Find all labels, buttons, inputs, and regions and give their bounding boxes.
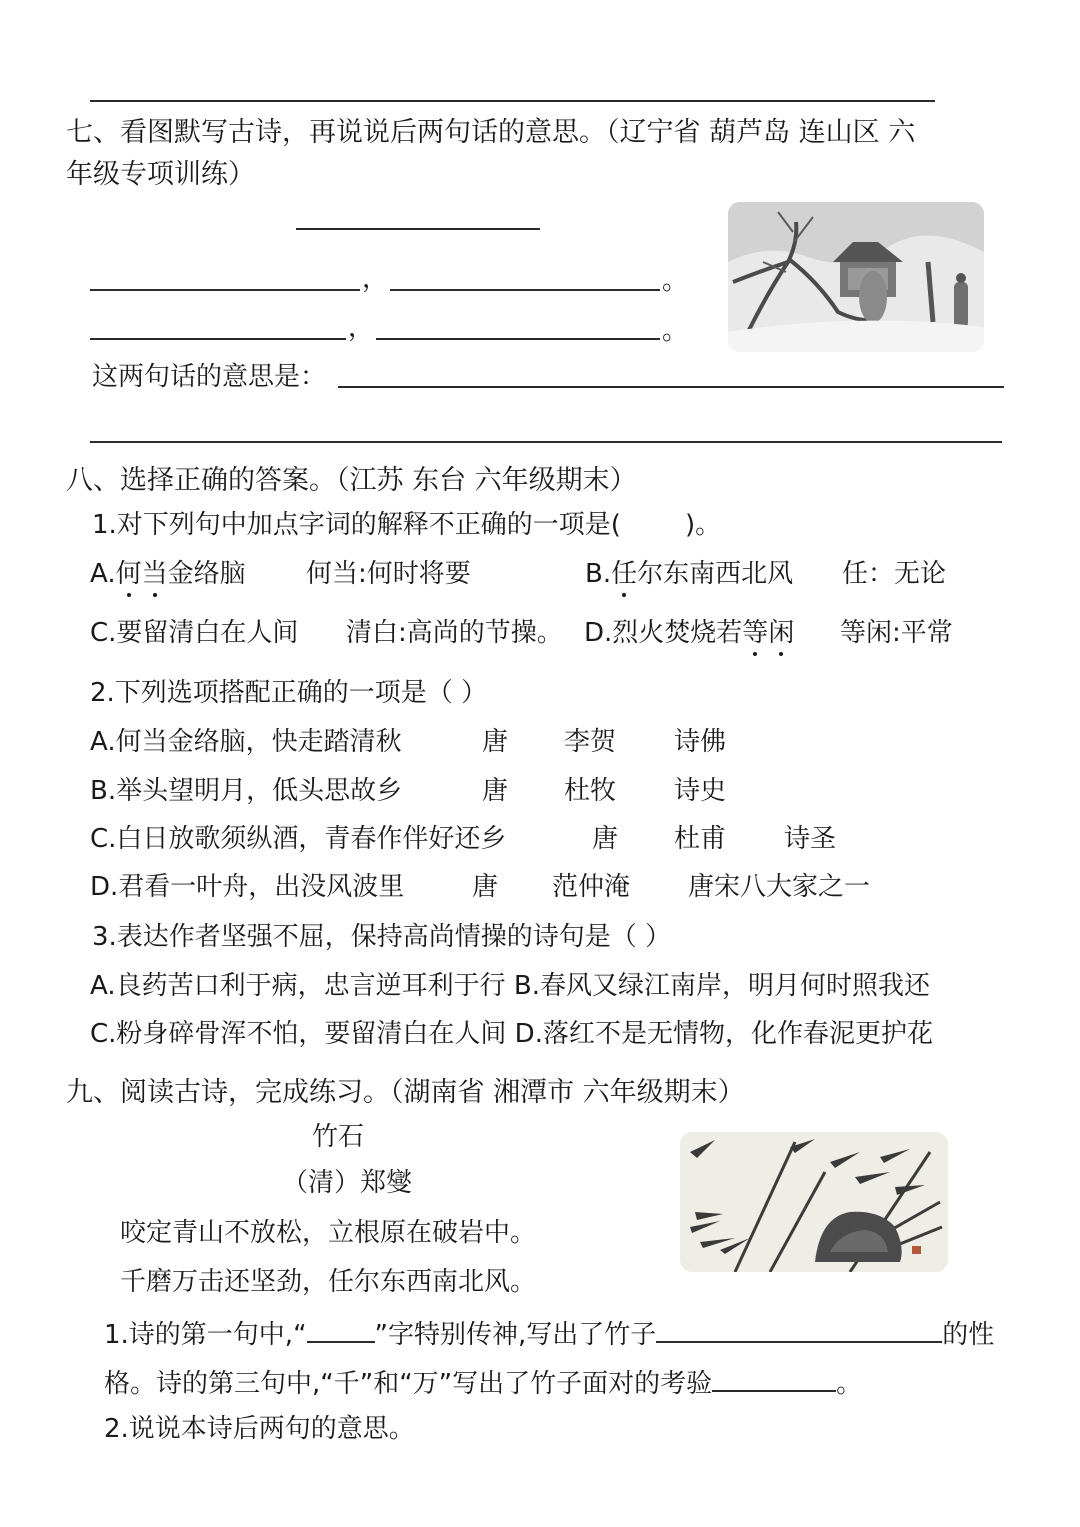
section8-heading: 八、选择正确的答案。（江苏 东台 六年级期末） — [66, 465, 637, 496]
q2-option-a-dynasty: 唐 — [482, 727, 509, 757]
dotted-char: 等 — [742, 618, 769, 648]
q2-option-b[interactable]: B.举头望明月，低头思故乡 — [90, 776, 403, 806]
q2-option-a-author: 李贺 — [564, 727, 617, 757]
q1-option-a-explanation: 何当:何时将要 — [306, 559, 471, 589]
option-text: D.烈火焚烧若 — [584, 618, 743, 648]
poem-title: 竹石 — [312, 1122, 365, 1152]
q1-option-b-explanation: 任：无论 — [842, 559, 947, 589]
q1-text: 格。诗的第三句中,“千”和“万”写出了竹子面对的考验 — [104, 1369, 713, 1399]
ink-painting-bamboo-rock-icon — [680, 1132, 948, 1272]
q2-stem: 2.下列选项搭配正确的一项是（ ） — [90, 678, 488, 708]
s9-q2: 2.说说本诗后两句的意思。 — [104, 1414, 415, 1444]
option-text: 尔东南西北风 — [637, 559, 794, 589]
period: 。 — [662, 266, 689, 296]
s9-q1-line1 — [104, 1317, 994, 1350]
trial-blank[interactable] — [712, 1366, 836, 1392]
meaning-label: 这两句话的意思是： — [92, 362, 327, 392]
s9-q1-line2 — [104, 1366, 862, 1399]
verse-blank-1[interactable] — [90, 289, 360, 291]
poem-line-1: 咬定青山不放松，立根原在破岩中。 — [120, 1218, 537, 1248]
section7-heading-cont: 年级专项训练） — [66, 159, 255, 190]
q2-option-c-author: 杜甫 — [674, 824, 727, 854]
verse-blank-2[interactable] — [390, 289, 660, 291]
dotted-char: 闲 — [768, 618, 795, 648]
key-word-blank[interactable] — [307, 1317, 375, 1343]
option-label: A. — [90, 559, 116, 589]
meaning-blank-2[interactable] — [90, 441, 1002, 443]
q1-option-c-explanation: 清白:高尚的节操。 — [346, 618, 563, 648]
q2-option-c-dynasty: 唐 — [592, 824, 619, 854]
q2-option-c[interactable]: C.白日放歌须纵酒，青春作伴好还乡 — [90, 824, 507, 854]
q2-option-d-dynasty: 唐 — [472, 872, 499, 902]
poem-author: （清）郑燮 — [282, 1168, 413, 1198]
q2-option-a[interactable]: A.何当金络脑，快走踏清秋 — [90, 727, 402, 757]
q1-stem-prefix: 1.对下列句中加点字词的解释不正确的一项是( — [92, 510, 621, 540]
q2-option-d[interactable]: D.君看一叶舟，出没风波里 — [90, 872, 405, 902]
poem-title-blank[interactable] — [296, 228, 540, 230]
q2-option-b-author: 杜牧 — [564, 776, 617, 806]
q2-option-d-author: 范仲淹 — [552, 872, 631, 902]
q3-stem: 3.表达作者坚强不屈，保持高尚情操的诗句是（ ） — [92, 922, 672, 952]
q3-options-ab[interactable]: A.良药苦口利于病，忠言逆耳利于行 B.春风又绿江南岸，明月何时照我还 — [90, 971, 930, 1001]
q2-option-a-title: 诗佛 — [674, 727, 727, 757]
option-text: 金络脑 — [167, 559, 246, 589]
q3-options-cd[interactable]: C.粉身碎骨浑不怕，要留清白在人间 D.落红不是无情物，化作春泥更护花 — [90, 1019, 933, 1049]
q2-option-c-title: 诗圣 — [784, 824, 837, 854]
dotted-char: 何 — [115, 559, 142, 589]
answer-line-top[interactable] — [90, 100, 935, 102]
q2-option-d-title: 唐宋八大家之一 — [688, 872, 871, 902]
meaning-blank-1[interactable] — [338, 386, 1004, 388]
q1-text: 。 — [836, 1369, 863, 1399]
section7-heading: 七、看图默写古诗，再说说后两句话的意思。（辽宁省 葫芦岛 连山区 六 — [66, 117, 916, 148]
dotted-char: 当 — [141, 559, 168, 589]
verse-blank-3[interactable] — [90, 338, 346, 340]
q1-stem-suffix: )。 — [684, 510, 722, 540]
character-blank[interactable] — [656, 1317, 942, 1343]
q1-option-d-explanation: 等闲:平常 — [840, 618, 953, 648]
q1-text: ”字特别传神,写出了竹子 — [374, 1320, 657, 1350]
section9-heading: 九、阅读古诗，完成练习。（湖南省 湘潭市 六年级期末） — [66, 1077, 745, 1108]
verse-blank-4[interactable] — [376, 338, 660, 340]
q1-text: 的性 — [942, 1320, 995, 1350]
comma: ， — [348, 313, 375, 343]
dotted-char: 任 — [611, 559, 638, 589]
poem-line-2: 千磨万击还坚劲，任尔东西南北风。 — [120, 1267, 537, 1297]
comma: ， — [362, 264, 389, 294]
q2-option-b-dynasty: 唐 — [482, 776, 509, 806]
q1-option-b[interactable] — [585, 559, 793, 589]
q1-option-d[interactable] — [584, 618, 794, 648]
q1-option-a[interactable] — [90, 559, 246, 589]
q1-option-c[interactable]: C.要留清白在人间 — [90, 618, 299, 648]
q1-stem — [92, 510, 721, 540]
option-label: B. — [585, 559, 612, 589]
period: 。 — [662, 316, 689, 346]
q2-option-b-title: 诗史 — [674, 776, 727, 806]
ink-painting-winter-pavilion-icon — [728, 202, 984, 352]
q1-text: 1.诗的第一句中,“ — [104, 1320, 307, 1350]
